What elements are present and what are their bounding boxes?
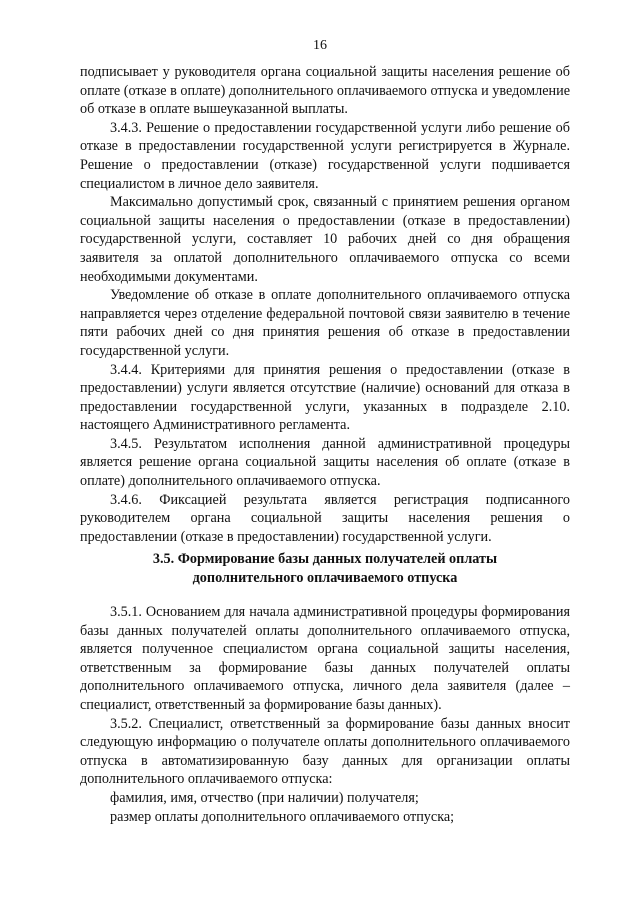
section-heading-line-2: дополнительного оплачиваемого отпуска [192, 569, 458, 586]
list-item-payment-amount: размер оплаты дополнительного оплачиваемого отпуска; [110, 808, 455, 825]
paragraph-3-4-6: 3.4.6. Фиксацией результата является регистрация подписанного руководителем органа социальной защиты населения решения о предоставлении (отказе в предоставлении) государственной услуги. [80, 491, 570, 545]
section-heading-line-1: 3.5. Формирование базы данных получателей оплаты [152, 551, 498, 567]
page-number: 16 [313, 38, 327, 53]
body-text-upper [80, 63, 570, 546]
paragraph-3-4-4: 3.4.4. Критериями для принятия решения о предоставлении (отказе в предоставлении) услуги является отсутствие (наличие) оснований для отказа в предоставлении государственной услуги, указанных в подразделе 2.10. настоящего Административного регламента. [80, 361, 570, 434]
body-text-lower [80, 603, 570, 826]
paragraph-refusal-notice: Уведомление об отказе в оплате дополнительного оплачиваемого отпуска направляется через отделение федеральной почтовой связи заявителю в течение пяти рабочих дней со дня принятия решения об отказе в предоставлении государственной услуги. [80, 287, 570, 359]
paragraph-max-term: Максимально допустимый срок, связанный с принятием решения органом социальной защиты населения о предоставлении (отказе в предоставлении) государственной услуги, составляет 10 рабочих дней со дня обращения заявителя за оплатой дополнительного оплачиваемого отпуска со всеми необходимыми документами. [80, 194, 570, 285]
paragraph-3-4-5: 3.4.5. Результатом исполнения данной административной процедуры является решение органа социальной защиты населения об оплате (отказе в оплате) дополнительного оплачиваемого отпуска. [80, 435, 570, 490]
paragraph-continuation: подписывает у руководителя органа социальной защиты населения решение об оплате (отказе в оплате) дополнительного оплачиваемого отпуска и уведомление об отказе в оплате вышеуказанной выплаты. [80, 64, 570, 118]
section-heading-3-5 [80, 550, 570, 587]
paragraph-3-5-1: 3.5.1. Основанием для начала административной процедуры формирования базы данных получателей оплаты дополнительного оплачиваемого отпуска, является полученное специалистом органа социальной защиты населения, ответственным за формирование базы данных получателей оплаты дополнительного оплачиваемого отпуска, личного дела заявителя (далее – специалист, ответственный за формирование базы данных). [80, 604, 570, 713]
paragraph-3-4-3: 3.4.3. Решение о предоставлении государственной услуги либо решение об отказе в предоставлении государственной услуги регистрируется в Журнале. Решение о предоставлении (отказе) государственной услуги подшивается специалистом в личное дело заявителя. [80, 119, 570, 192]
list-item-full-name: фамилия, имя, отчество (при наличии) получателя; [110, 789, 419, 806]
paragraph-3-5-2: 3.5.2. Специалист, ответственный за формирование базы данных вносит следующую информацию о получателе оплаты дополнительного оплачиваемого отпуска в автоматизированную базу данных для организации оплаты дополнительного оплачиваемого отпуска: [80, 715, 570, 788]
